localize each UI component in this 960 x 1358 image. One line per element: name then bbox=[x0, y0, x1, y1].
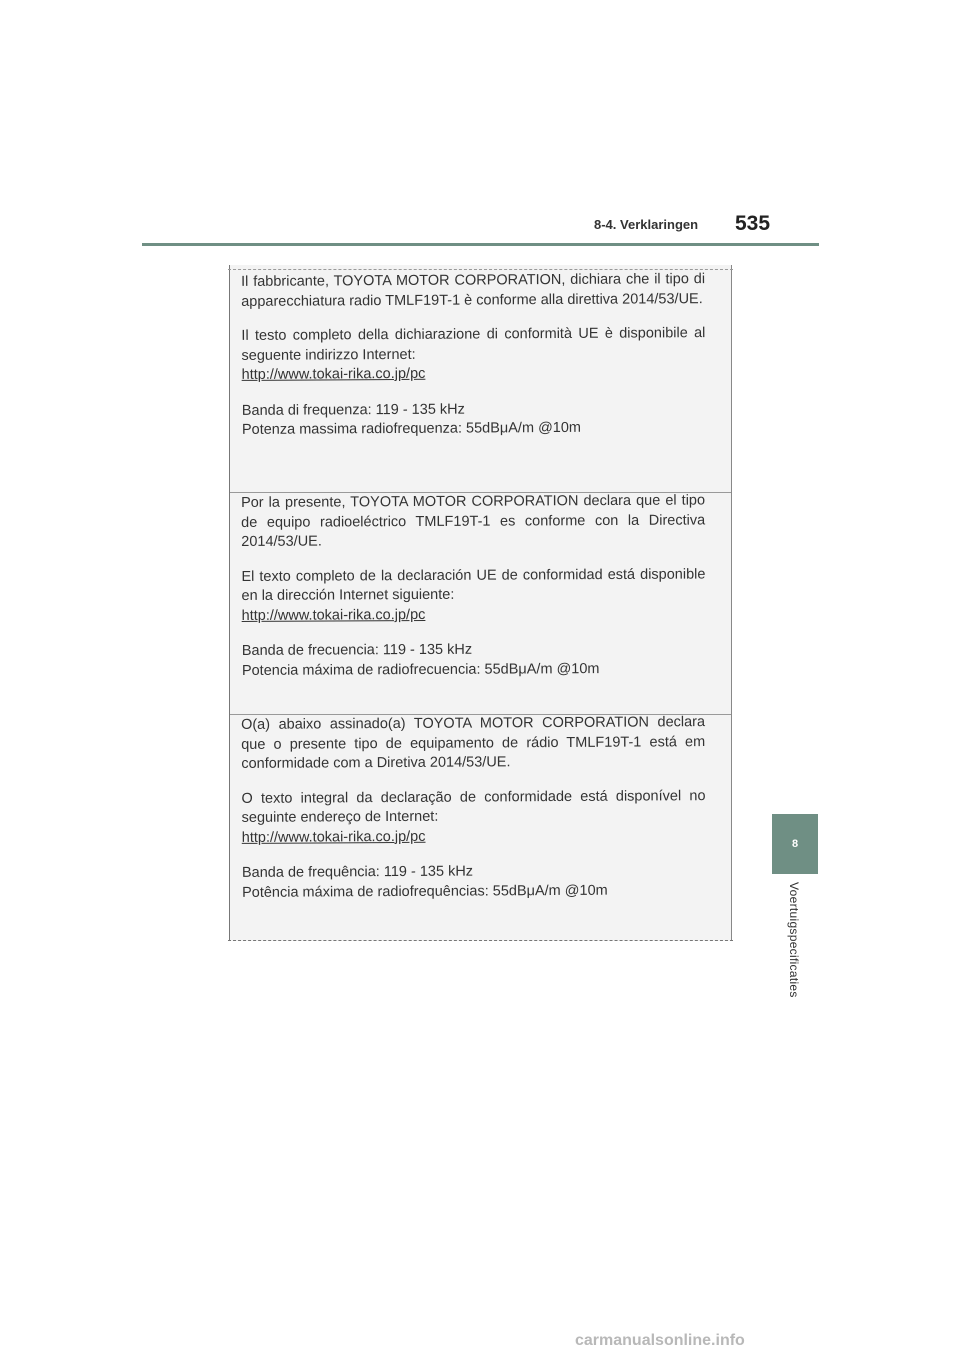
declaration-statement: Por la presente, TOYOTA MOTOR CORPORATION declara que el tipo de equipo radioeléctrico TMLF19T-1 es conforme con la Directiva 2014/53/UE. bbox=[241, 492, 706, 550]
frequency-band: Banda di frequenza: 119 - 135 kHz bbox=[241, 401, 465, 419]
declaration-url: http://www.tokai-rika.co.jp/pc bbox=[241, 365, 426, 383]
frequency-band: Banda de frecuencia: 119 - 135 kHz bbox=[241, 641, 473, 659]
declaration-availability: Il testo completo della dichiarazione di conformità UE è disponibile al seguente indirizzo Internet: bbox=[241, 325, 706, 364]
site-watermark: carmanualsonline.info bbox=[575, 1332, 745, 1349]
chapter-number: 8 bbox=[791, 838, 799, 850]
declaration-availability: O texto integral da declaração de conformidade está disponível no seguinte endereço de Internet: bbox=[241, 787, 706, 826]
max-power: Potência máxima de radiofrequências: 55dBμA/m @10m bbox=[242, 882, 608, 901]
page-number: 535 bbox=[735, 212, 771, 235]
declaration-availability: El texto completo de la declaración UE de conformidad está disponible en la dirección Internet siguiente: bbox=[241, 566, 706, 604]
declaration-italian bbox=[230, 270, 732, 441]
header-divider bbox=[142, 243, 819, 246]
declaration-url: http://www.tokai-rika.co.jp/pc bbox=[241, 606, 426, 624]
declaration-url: http://www.tokai-rika.co.jp/pc bbox=[241, 828, 426, 846]
max-power: Potencia máxima de radiofrecuencia: 55dBμA/m @10m bbox=[241, 660, 600, 679]
max-power: Potenza massima radiofrequenza: 55dBμA/m @10m bbox=[241, 419, 582, 438]
declaration-statement: O(a) abaixo assinado(a) TOYOTA MOTOR CORPORATION declara que o presente tipo de equipamento de rádio TMLF19T-1 está em conformidade com a Diretiva 2014/53/UE. bbox=[241, 714, 706, 772]
section-title: 8-4. Verklaringen bbox=[594, 217, 699, 232]
frequency-band: Banda de frequência: 119 - 135 kHz bbox=[241, 863, 474, 881]
declaration-scan bbox=[229, 265, 732, 941]
declaration-portuguese bbox=[230, 713, 732, 903]
chapter-label: Voertuigspecificaties bbox=[787, 882, 801, 998]
declaration-statement: Il fabbricante, TOYOTA MOTOR CORPORATION, dichiara che il tipo di apparecchiatura radio TMLF19T-1 è conforme alla direttiva 2014/53/UE. bbox=[241, 271, 706, 310]
declaration-spanish bbox=[230, 491, 732, 681]
chapter-tab bbox=[772, 814, 818, 874]
